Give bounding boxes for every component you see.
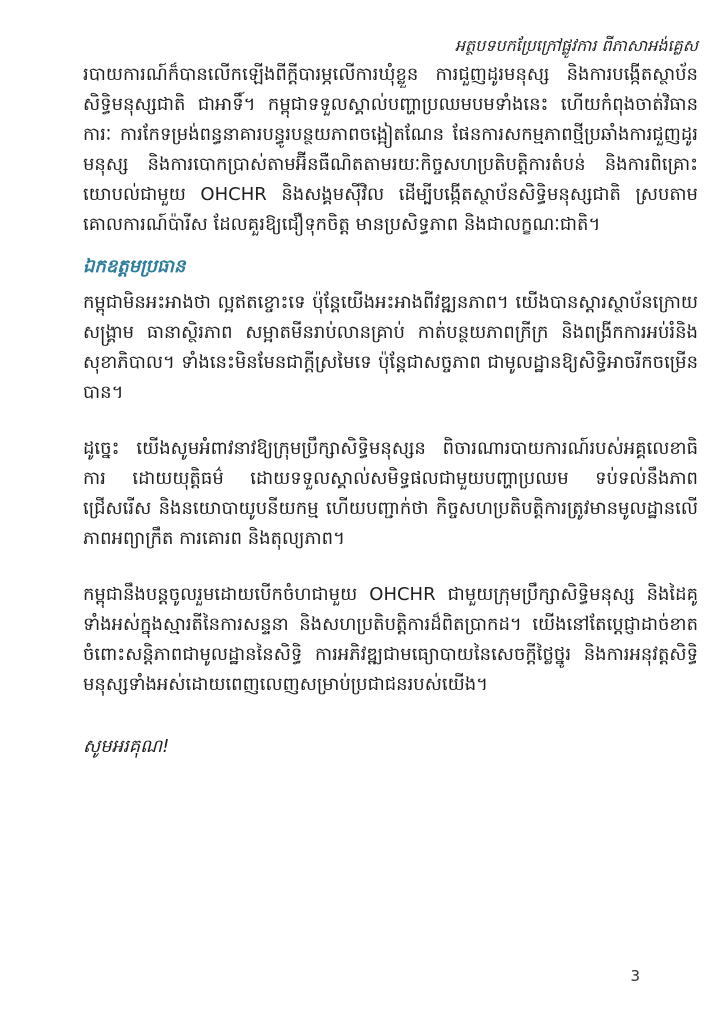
paragraph-continued-engagement: កម្ពុជានឹងបន្តចូលរួមដោយបើកចំហជាមួយ OHCHR ជាមួយក្រុមប្រឹក្សាសិទ្ធិមនុស្ស និងដៃគូទាំងអស់ក្នុងស្មារតីនៃការសន្ទនា និងសហប្រតិបត្តិការដ៏ពិតប្រាកដ។ យើងនៅតែប្ដេជ្ញាដាច់ខាតចំពោះសន្តិភាពជាមូលដ្ឋាននៃសិទ្ធិ ការអភិវឌ្ឍជាមធ្យោបាយនៃសេចក្ដីថ្លៃថ្នូរ និងការអនុវត្តសិទ្ធិមនុស្សទាំងអស់ដោយពេញលេញសម្រាប់ប្រជាជនរបស់យើង។	[83, 584, 698, 695]
document-body	[83, 60, 698, 778]
closing-thank-you: សូមអរគុណ!	[83, 736, 170, 757]
paragraph-progress-claims: កម្ពុជាមិនអះអាងថា ល្អឥតខ្ចោះទេ ប៉ុន្តែយើងអះអាងពីវឌ្ឍនភាព។ យើងបានស្ដារស្ថាប័នក្រោយសង្គ្រាម ធានាស្ថិរភាព សម្អាតមីនរាប់លានគ្រាប់ កាត់បន្ថយភាពក្រីក្រ និងពង្រីកការអប់រំនិងសុខាភិបាល។ ទាំងនេះមិនមែនជាក្ដីស្រមៃទេ ប៉ុន្តែជាសច្ចភាព ជាមូលដ្ឋានឱ្យសិទ្ធិអាចរីកចម្រើនបាន។	[83, 292, 698, 403]
paragraph-reports-concerns: របាយការណ៍ក៏បានលើកឡើងពីក្ដីបារម្ភលើការឃុំខ្លួន ការជួញដូរមនុស្ស និងការបង្កើតស្ថាប័នសិទ្ធិមនុស្សជាតិ ជាអាទិ៍។ កម្ពុជាទទួលស្គាល់បញ្ហាប្រឈមបមទាំងនេះ ហើយកំពុងចាត់វិធានការៈ ការកែទម្រង់ពន្ធនាគារបន្ធូរបន្ថយភាពចង្អៀតណែន ផែនការសកម្មភាពថ្មីប្រឆាំងការជួញដូរមនុស្ស និងការបោកប្រាស់តាមអ៊ីនធឺណិតតាមរយៈកិច្ចសហប្រតិបត្តិការតំបន់ និងការពិគ្រោះយោបល់ជាមួយ OHCHR និងសង្គមស៊ីវិល ដើម្បីបង្កើតស្ថាប័នសិទ្ធិមនុស្សជាតិ ស្របតាមគោលការណ៍ប៉ារីស ដែលគួរឱ្យជឿទុកចិត្ត មានប្រសិទ្ធភាព និងជាលក្ខណៈជាតិ។	[83, 64, 698, 235]
translation-note: អត្ថបទបកប្រែក្រៅផ្លូវការ ពីភាសាអង់គ្លេស	[454, 36, 698, 55]
paragraph-appeal-to-council: ដូច្នេះ យើងសូមអំពាវនាវឱ្យក្រុមប្រឹក្សាសិទ្ធិមនុស្សន ពិចារណារបាយការណ៍របស់អគ្គលេខាធិការ ដោយយុត្តិធម៌ ដោយទទួលស្គាល់សមិទ្ធផលជាមួយបញ្ហាប្រឈម ទប់ទល់នឹងភាពជ្រើសរើស និងនយោបាយូបនីយកម្ម ហើយបញ្ជាក់ថា កិច្ចសហប្រតិបត្តិការត្រូវមានមូលដ្ឋានលើភាពអព្យាក្រឹត ការគោរព និងតុល្យភាព។	[83, 438, 698, 549]
section-heading-excellency-president: ឯកឧត្តមប្រធាន	[83, 256, 186, 277]
page-number: 3	[630, 967, 640, 985]
